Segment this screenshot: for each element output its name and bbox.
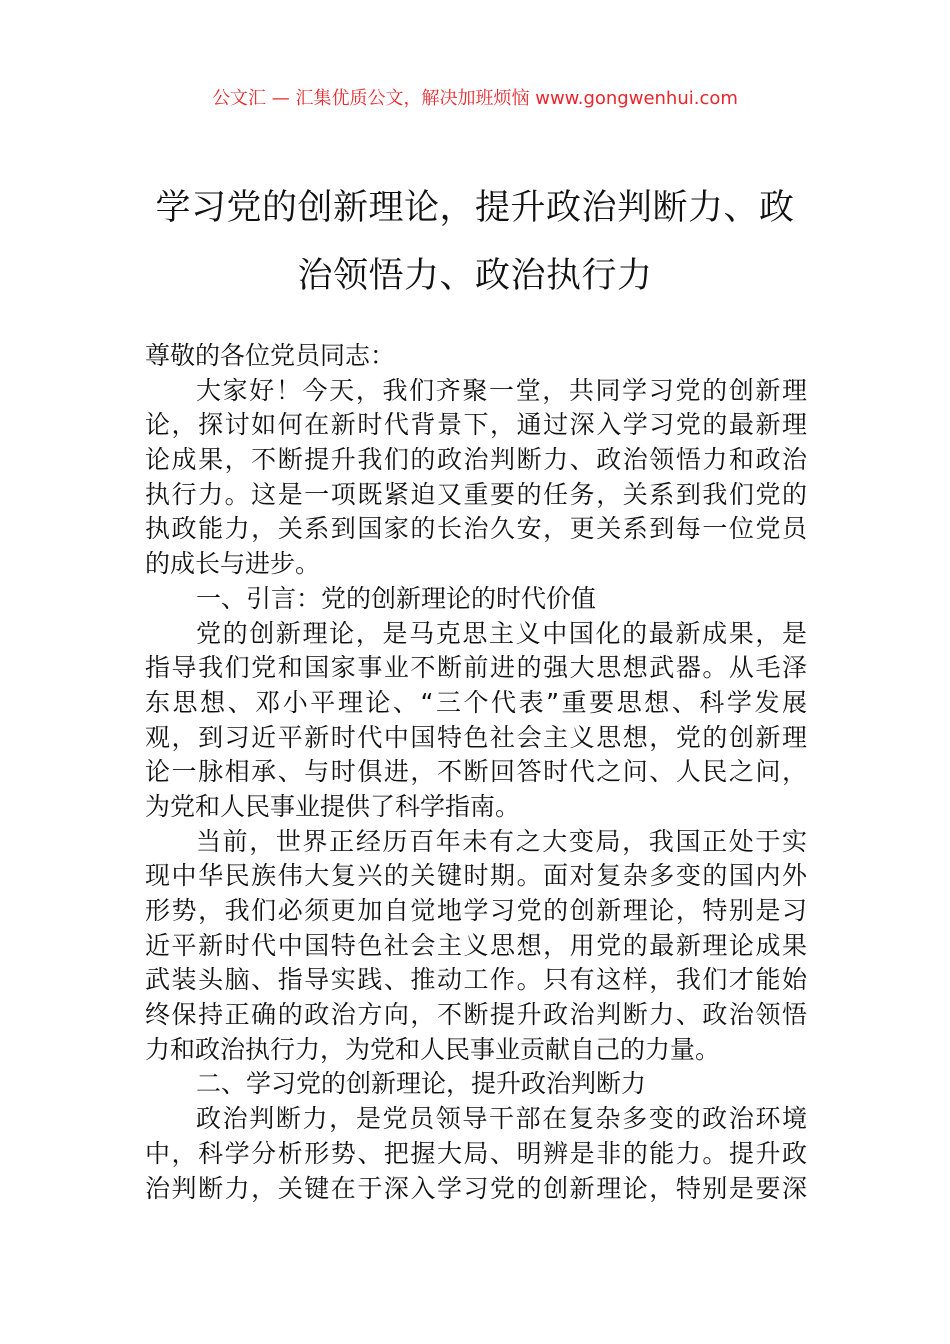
text-line: 形势，我们必须更加自觉地学习党的创新理论，特别是习 bbox=[145, 896, 807, 925]
text-line: 治判断力，关键在于深入学习党的创新理论，特别是要深 bbox=[145, 1173, 807, 1203]
text-line: 论，探讨如何在新时代背景下，通过深入学习党的最新理 bbox=[145, 410, 807, 440]
text-line: 观，到习近平新时代中国特色社会主义思想，党的创新理 bbox=[145, 722, 807, 752]
text-line: 武装头脑、指导实践、推动工作。只有这样，我们才能始 bbox=[145, 965, 807, 995]
section-heading bbox=[145, 582, 807, 617]
text-line: 力和政治执行力，为党和人民事业贡献自己的力量。 bbox=[145, 1034, 721, 1064]
text-line: 东思想、邓小平理论、“三个代表”重要思想、科学发展 bbox=[145, 687, 807, 717]
text-line: 为党和人民事业提供了科学指南。 bbox=[145, 791, 521, 821]
text-line: 政治判断力，是党员领导干部在复杂多变的政治环境 bbox=[196, 1104, 807, 1134]
text-line: 执政能力，关系到国家的长治久安，更关系到每一位党员 bbox=[145, 514, 807, 544]
text-line: 终保持正确的政治方向，不断提升政治判断力、政治领悟 bbox=[145, 1000, 807, 1030]
text-line: 中，科学分析形势、把握大局、明辨是非的能力。提升政 bbox=[145, 1138, 807, 1168]
text-line: 论一脉相承、与时俱进，不断回答时代之问、人民之问， bbox=[145, 757, 807, 787]
paragraph bbox=[145, 374, 807, 582]
text-line: 当前，世界正经历百年未有之大变局，我国正处于实 bbox=[196, 826, 807, 856]
salutation bbox=[145, 339, 807, 374]
text-line: 的成长与进步。 bbox=[145, 549, 321, 579]
section-heading bbox=[145, 1067, 807, 1102]
paragraph bbox=[145, 825, 807, 1068]
text-line: 现中华民族伟大复兴的关键时期。面对复杂多变的国内外 bbox=[145, 861, 807, 891]
text-line: 二、学习党的创新理论，提升政治判断力 bbox=[196, 1069, 647, 1099]
text-line: 论成果，不断提升我们的政治判断力、政治领悟力和政治 bbox=[145, 445, 807, 475]
text-line: 近平新时代中国特色社会主义思想，用党的最新理论成果 bbox=[145, 930, 807, 960]
paragraph bbox=[145, 1102, 807, 1206]
text-line: 一、引言：党的创新理论的时代价值 bbox=[196, 583, 597, 613]
text-line: 执行力。这是一项既紧迫又重要的任务，关系到我们党的 bbox=[145, 479, 807, 509]
text-line: 大家好！今天，我们齐聚一堂，共同学习党的创新理 bbox=[196, 375, 807, 405]
document-body bbox=[145, 339, 807, 1206]
text-line: 党的创新理论，是马克思主义中国化的最新成果，是 bbox=[196, 618, 807, 648]
document-title-line-1: 学习党的创新理论，提升政治判断力、政 bbox=[155, 188, 795, 228]
text-line: 尊敬的各位党员同志： bbox=[145, 341, 396, 370]
watermark-banner: 公文汇 — 汇集优质公文，解决加班烦恼 www.gongwenhui.com bbox=[212, 88, 738, 109]
document-title-line-2: 治领悟力、政治执行力 bbox=[297, 256, 653, 296]
paragraph bbox=[145, 617, 807, 825]
text-line: 指导我们党和国家事业不断前进的强大思想武器。从毛泽 bbox=[145, 653, 807, 683]
